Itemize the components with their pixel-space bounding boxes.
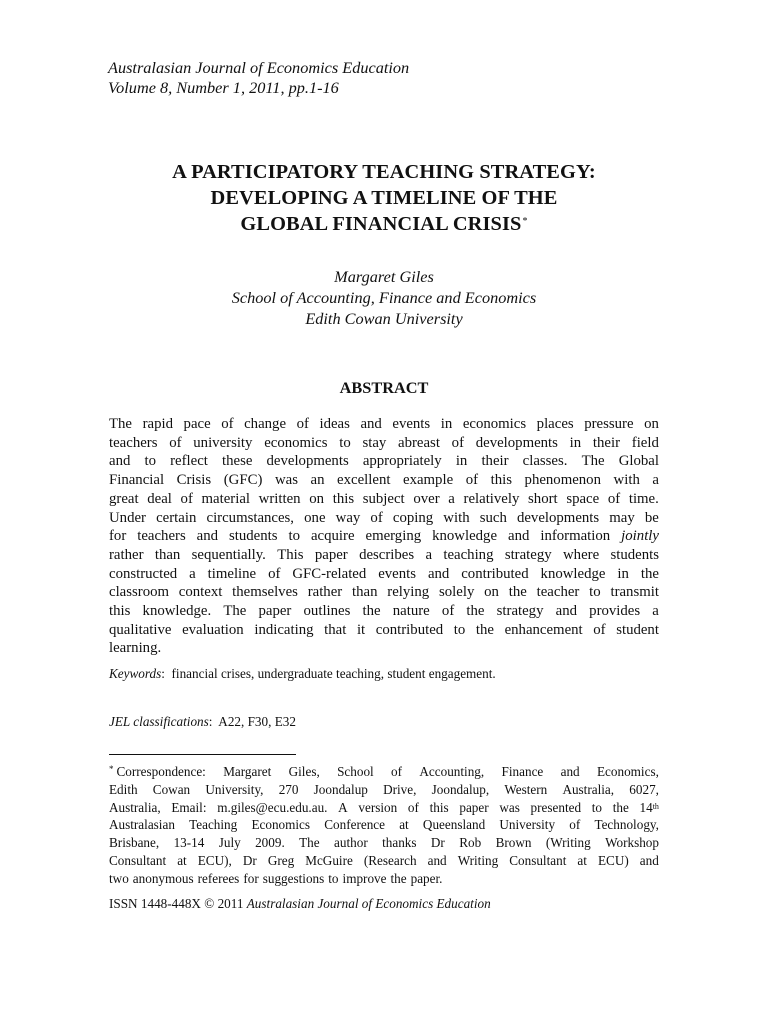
abstract-word: way (335, 509, 361, 526)
abstract-word: outlines (303, 603, 351, 620)
footnote-line (109, 799, 659, 817)
footnote-word: A (338, 799, 348, 815)
abstract-word: over (413, 490, 440, 507)
abstract-word: context (178, 584, 223, 601)
abstract-line (109, 471, 659, 490)
abstract-word: students (610, 546, 659, 563)
abstract-line (109, 565, 659, 584)
abstract-word: to (453, 621, 466, 638)
abstract-word: a (448, 490, 455, 507)
abstract-body (109, 415, 659, 658)
abstract-word: developments (266, 453, 349, 470)
footnote-word: Dr (242, 852, 257, 868)
footnote-word: Economics, (596, 764, 659, 779)
footnote-word: at (177, 852, 187, 868)
abstract-word: coping (392, 509, 434, 526)
abstract-word: their (481, 453, 509, 470)
keywords-line (109, 666, 496, 682)
abstract-word: and (427, 565, 450, 582)
footnote-word: Greg (267, 852, 295, 868)
abstract-word: rapid (142, 416, 173, 432)
footnote-word: paper. (410, 870, 443, 886)
footnote-word: Joondalup (313, 781, 368, 797)
abstract-word: in (569, 434, 582, 451)
author-university: Edith Cowan University (305, 309, 463, 328)
footnote-word: 14th (639, 799, 659, 815)
footnote-word: the (612, 799, 629, 815)
abstract-word: learning. (109, 640, 162, 657)
abstract-word: sequentially. (191, 546, 266, 563)
abstract-word: ideas (319, 416, 350, 432)
abstract-word: teachers (109, 434, 158, 451)
abstract-word: excellent (337, 472, 391, 489)
abstract-word: to (339, 434, 351, 451)
title-line-1: A PARTICIPATORY TEACHING STRATEGY: (172, 161, 596, 183)
abstract-word: of (441, 603, 455, 620)
title-line-2: DEVELOPING A TIMELINE OF THE (210, 187, 558, 209)
footnote-word: at (577, 852, 587, 868)
abstract-word: nature (392, 603, 430, 620)
abstract-word: where (562, 546, 600, 563)
abstract-word: The (109, 416, 133, 432)
abstract-line (109, 621, 659, 640)
abstract-word: certain (156, 509, 197, 526)
footnote-word: Australasian (109, 817, 175, 833)
footnote-word: Writing (457, 852, 499, 868)
footnote-word: the (390, 870, 407, 886)
footnote-word: 2009. (255, 835, 285, 851)
abstract-word: jointly (621, 528, 659, 545)
author-name: Margaret Giles (334, 267, 434, 286)
abstract-word: Global (618, 453, 659, 470)
abstract-word: paper (314, 546, 348, 563)
abstract-word: the (466, 603, 485, 620)
abstract-word: paper (258, 603, 292, 620)
abstract-word: classes. (522, 453, 568, 470)
abstract-word: events (392, 416, 431, 432)
abstract-word: the (475, 621, 494, 638)
footnote-word: Dr (430, 835, 445, 851)
paper-title (90, 159, 678, 237)
footnote-word: Finance (501, 764, 544, 779)
abstract-line (109, 490, 659, 509)
abstract-word: an (310, 472, 325, 489)
author-school: School of Accounting, Finance and Economics (231, 288, 537, 307)
abstract-word: be (644, 509, 659, 526)
abstract-line (109, 415, 659, 434)
abstract-word: this (109, 603, 131, 620)
abstract-word: of (607, 490, 621, 507)
abstract-line (109, 546, 659, 565)
abstract-word: transmit (610, 584, 659, 601)
abstract-word: contributed (461, 565, 529, 582)
footnote-word: referees (197, 870, 240, 886)
journal-header (108, 58, 409, 98)
footnote-word: ECU) (597, 852, 629, 868)
abstract-word: that (324, 621, 347, 638)
abstract-word: material (201, 490, 251, 507)
keywords-label: Keywords (109, 666, 162, 681)
footnote-word: Conference (324, 817, 386, 833)
footnote-word: Email: (171, 799, 207, 815)
footnote-word: Margaret (223, 764, 272, 779)
abstract-word: written (258, 490, 301, 507)
abstract-word: circumstances, (206, 509, 295, 526)
abstract-heading: ABSTRACT (339, 378, 429, 397)
abstract-word: this (490, 472, 512, 489)
abstract-word: in (455, 453, 468, 470)
abstract-word: acquire (310, 528, 355, 545)
abstract-word: of (465, 472, 479, 489)
footnote-word: this (429, 799, 449, 815)
footnote-word: Workshop (605, 835, 659, 851)
footnote-word: Edith (109, 781, 138, 797)
footnote-line (109, 763, 659, 781)
footnote-word: Economics (251, 817, 311, 833)
abstract-word: (GFC) (223, 472, 263, 489)
abstract-word: and (360, 416, 382, 432)
abstract-word: of (296, 416, 309, 432)
abstract-word: of (593, 621, 606, 638)
footnote-word: Australia, (109, 799, 161, 815)
journal-volume: Volume 8, Number 1, 2011, pp.1-16 (108, 78, 339, 97)
abstract-word: on (484, 584, 499, 601)
footnote-word: 6027, (629, 781, 659, 797)
footnote-word: July (218, 835, 241, 851)
footnote-line (109, 870, 659, 888)
footnote-word: Western (504, 781, 548, 797)
footnote-line (109, 781, 659, 799)
abstract-word: knowledge (540, 565, 606, 582)
footnote-line (109, 852, 659, 870)
abstract-word: these (222, 453, 253, 470)
footnote-word: McGuire (305, 852, 353, 868)
abstract-word: on (644, 416, 659, 432)
issn-line (109, 895, 491, 913)
abstract-word: phenomenon (524, 472, 601, 489)
abstract-word: student (616, 621, 659, 638)
jel-colon: : (208, 714, 219, 729)
abstract-word: of (268, 565, 281, 582)
footnote-word: Giles, (288, 764, 320, 779)
abstract-word: in (617, 565, 629, 582)
abstract-word: it (356, 621, 366, 638)
footnote-word: Brisbane, (109, 835, 160, 851)
title-line-3-text: GLOBAL FINANCIAL CRISIS (240, 213, 522, 235)
footnote-word: improve (342, 870, 387, 886)
abstract-word: abreast (398, 434, 440, 451)
footnote-word: of (569, 817, 581, 833)
abstract-word: constructed (109, 565, 178, 582)
abstract-word: stay (362, 434, 387, 451)
abstract-word: a (652, 603, 659, 620)
abstract-word: of (370, 509, 383, 526)
abstract-word: and (555, 603, 578, 620)
abstract-word: qualitative (109, 621, 172, 638)
footnote-word: to (591, 799, 603, 815)
abstract-word: solely (439, 584, 475, 601)
abstract-word: short (528, 490, 558, 507)
abstract-word: with (443, 509, 470, 526)
abstract-word: developments (516, 509, 600, 526)
footnote-line (109, 834, 659, 852)
abstract-word: reflect (170, 453, 208, 470)
abstract-line (109, 583, 659, 602)
abstract-word: teachers (137, 528, 186, 545)
abstract-word: GFC-related (292, 565, 367, 582)
abstract-line (109, 452, 659, 471)
footnote (109, 763, 659, 888)
abstract-word: contributed (375, 621, 444, 638)
abstract-word: Crisis (176, 472, 212, 489)
abstract-line (109, 509, 659, 528)
footnote-word: Accounting, (419, 764, 485, 779)
footnote-marker: * (109, 764, 114, 774)
abstract-word: Financial (109, 472, 165, 489)
footnote-word: Consultant (509, 852, 567, 868)
abstract-word: pace (183, 416, 211, 432)
abstract-word: in (440, 416, 453, 432)
footnote-word: Consultant (109, 852, 167, 868)
abstract-word: provides (589, 603, 641, 620)
abstract-word: of (451, 434, 464, 451)
abstract-word: emerging (365, 528, 422, 545)
abstract-word: and (508, 528, 530, 545)
abstract-word: and (196, 528, 219, 545)
abstract-word: such (479, 509, 507, 526)
footnote-word: and (560, 764, 580, 779)
title-line-3 (90, 211, 678, 237)
abstract-word: teaching (443, 546, 494, 563)
footnote-word: (Writing (545, 835, 591, 851)
footnote-word: University, (205, 781, 264, 797)
footnote-word: * Correspondence: (109, 764, 206, 779)
abstract-word: example (403, 472, 454, 489)
footnote-word: author (334, 835, 368, 851)
abstract-word: economics (264, 434, 328, 451)
footnote-word: Technology, (594, 817, 659, 833)
footnote-word: was (499, 799, 520, 815)
abstract-line (109, 602, 659, 621)
abstract-word: strategy (496, 603, 544, 620)
jel-label: JEL classifications (109, 714, 209, 729)
abstract-word: the (508, 584, 527, 601)
abstract-line (109, 527, 659, 546)
abstract-word: on (309, 490, 325, 507)
issn-prefix: ISSN 1448-448X © 2011 (109, 896, 244, 911)
abstract-word: one (304, 509, 326, 526)
abstract-word: to (144, 453, 156, 470)
footnote-word: Brown (495, 835, 532, 851)
footnote-divider (109, 754, 296, 755)
ordinal-suffix: th (652, 801, 659, 811)
footnote-word: for (243, 870, 259, 886)
abstract-word: of (169, 434, 182, 451)
abstract-word: students (229, 528, 278, 545)
footnote-word: Cowan (152, 781, 191, 797)
abstract-word: great (109, 490, 139, 507)
abstract-word: a (652, 472, 659, 489)
footnote-word: of (407, 799, 419, 815)
abstract-word: Under (109, 509, 146, 526)
abstract-word: to (589, 584, 601, 601)
footnote-word: two (109, 870, 129, 886)
issn-journal: Australasian Journal of Economics Education (246, 896, 491, 911)
abstract-word: economics (462, 416, 527, 432)
abstract-word: evaluation (182, 621, 244, 638)
abstract-word: space (566, 490, 600, 507)
abstract-word: classroom (109, 584, 169, 601)
abstract-word: the (640, 565, 659, 582)
jel-text: A22, F30, E32 (218, 714, 296, 729)
abstract-word: developments (475, 434, 558, 451)
abstract-word: places (536, 416, 574, 432)
abstract-word: to (288, 528, 301, 545)
abstract-word: the (362, 603, 381, 620)
abstract-word: and (109, 453, 131, 470)
abstract-word: strategy (504, 546, 552, 563)
abstract-word: relying (387, 584, 430, 601)
footnote-word: Rob (459, 835, 482, 851)
footnote-word: suggestions (262, 870, 325, 886)
abstract-word: knowledge. (142, 603, 212, 620)
abstract-word: of (221, 416, 234, 432)
abstract-word: timeline (207, 565, 257, 582)
abstract-line (109, 639, 659, 658)
footnote-word: Australia, (562, 781, 615, 797)
footnote-word: paper (459, 799, 489, 815)
abstract-word: a (189, 565, 196, 582)
abstract-word: for (109, 528, 127, 545)
footnote-word: m.giles@ecu.edu.au. (217, 799, 328, 815)
footnote-word: The (299, 835, 320, 851)
abstract-word: change (244, 416, 287, 432)
abstract-word: events (378, 565, 417, 582)
footnote-word: Teaching (189, 817, 238, 833)
abstract-word: rather (307, 584, 343, 601)
footnote-word: presented (530, 799, 582, 815)
footnote-word: thanks (382, 835, 417, 851)
abstract-word: This (277, 546, 304, 563)
footnote-word: and (639, 852, 659, 868)
abstract-word: their (592, 434, 621, 451)
keywords-text: financial crises, undergraduate teaching, student engagement. (171, 666, 496, 681)
abstract-word: pressure (584, 416, 634, 432)
abstract-word: information (540, 528, 611, 545)
footnote-line (109, 816, 659, 834)
abstract-word: a (425, 546, 433, 563)
footnote-word: Queensland (422, 817, 486, 833)
keywords-colon: : (161, 666, 172, 681)
jel-line (109, 714, 296, 730)
abstract-word: rather (109, 546, 144, 563)
abstract-word: deal (147, 490, 172, 507)
abstract-word: appropriately (362, 453, 442, 470)
abstract-word: of (180, 490, 193, 507)
abstract-word: university (193, 434, 253, 451)
footnote-word: version (358, 799, 398, 815)
footnote-word: ECU), (197, 852, 232, 868)
abstract-word: themselves (232, 584, 298, 601)
footnote-word: anonymous (132, 870, 194, 886)
abstract-word: may (609, 509, 635, 526)
footnote-word: (Research (363, 852, 417, 868)
abstract-word: describes (359, 546, 415, 563)
abstract-word: time. (628, 490, 659, 507)
abstract-word: The (581, 453, 605, 470)
footnote-word: of (391, 764, 403, 779)
abstract-word: indicating (254, 621, 314, 638)
abstract-line (109, 434, 659, 453)
abstract-word: this (332, 490, 355, 507)
abstract-word: relatively (463, 490, 520, 507)
abstract-word: subject (362, 490, 405, 507)
footnote-word: Drive, (383, 781, 417, 797)
title-footnote-marker: * (522, 216, 528, 227)
abstract-word: field (631, 434, 659, 451)
footnote-word: 270 (278, 781, 299, 797)
footnote-word: Joondalup, (431, 781, 490, 797)
footnote-word: and (427, 852, 447, 868)
journal-name: Australasian Journal of Economics Education (108, 58, 410, 77)
footnote-word: to (328, 870, 339, 886)
abstract-word: enhancement (504, 621, 583, 638)
abstract-word: The (223, 603, 247, 620)
footnote-word: University (499, 817, 556, 833)
footnote-word: 13-14 (173, 835, 205, 851)
abstract-word: than (352, 584, 378, 601)
abstract-word: knowledge (432, 528, 498, 545)
abstract-word: was (274, 472, 298, 489)
author-block (90, 266, 678, 329)
abstract-word: teacher (536, 584, 580, 601)
abstract-word: than (154, 546, 181, 563)
abstract-word: with (613, 472, 640, 489)
footnote-word: at (399, 817, 409, 833)
footnote-word: School (337, 764, 374, 779)
